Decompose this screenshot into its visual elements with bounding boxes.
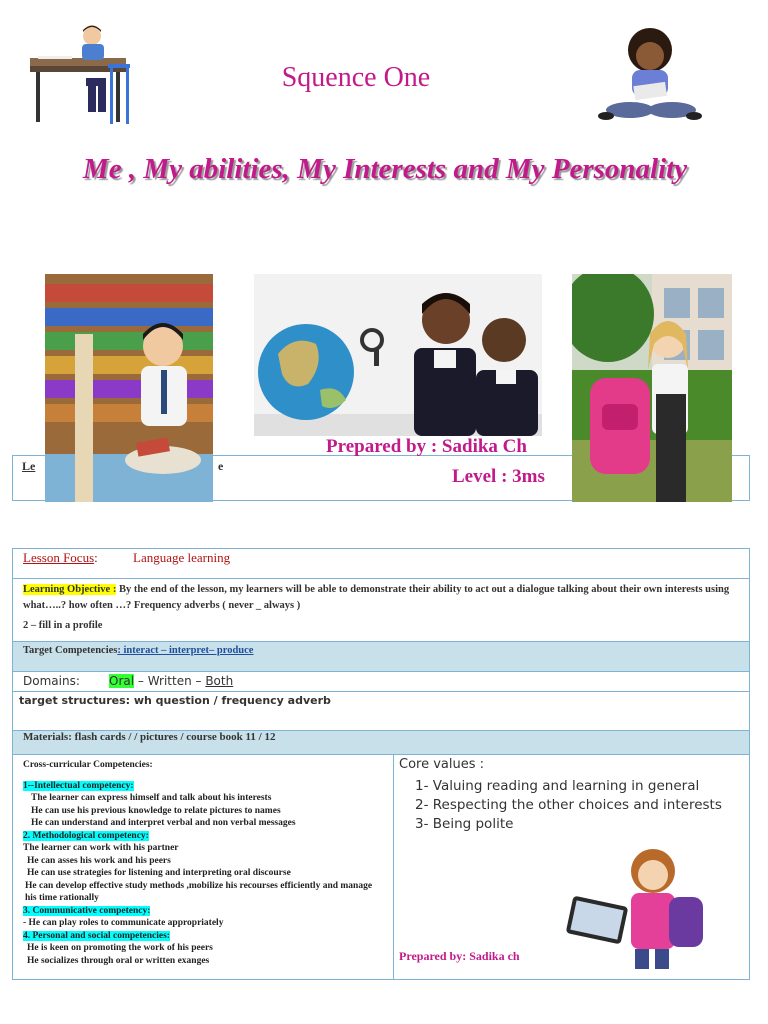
partial-text-left: Le: [22, 459, 36, 473]
competency-4-heading: 4. Personal and social competencies:: [23, 930, 170, 941]
target-structures: target structures: wh question / frequency adverb: [19, 694, 331, 707]
target-competencies-label: Target Competencies: [23, 645, 118, 656]
level-label: Level : 3ms: [452, 466, 545, 487]
competency-3-heading: 3. Communicative competency:: [23, 905, 151, 916]
core-value-3: 3- Being polite: [415, 816, 514, 832]
domains-written: – Written –: [134, 674, 206, 688]
prepared-by-bottom: Prepared by: Sadika ch: [399, 949, 520, 963]
core-values-title: Core values :: [399, 757, 485, 772]
competency-1-line-2: He can use his previous knowledge to relate pictures to names: [31, 805, 281, 816]
competency-4: [23, 930, 383, 968]
competency-2: [23, 830, 383, 905]
core-value-1: 1- Valuing reading and learning in general: [415, 778, 700, 794]
learning-objective-row: [13, 579, 749, 642]
domains-row: [13, 672, 749, 692]
materials: Materials: flash cards / / pictures / course book 11 / 12: [23, 731, 276, 743]
prepared-by-credit: Prepared by : Sadika Ch: [326, 436, 527, 457]
lesson-focus-value: Language learning: [133, 550, 231, 565]
competency-3-line-1: - He can play roles to communicate appropriately: [23, 918, 224, 928]
kids-globe-photo: [254, 274, 542, 436]
competency-2-line-2: He can asses his work and his peers: [27, 855, 171, 866]
cross-curricular-block: [23, 759, 383, 967]
core-values-list: [415, 777, 722, 834]
core-value-2: 2- Respecting the other choices and interests: [415, 797, 722, 813]
lesson-plan-table: [12, 548, 750, 980]
competency-1-line-1: The learner can express himself and talk about his interests: [31, 793, 272, 803]
objective-item-2: 2 – fill in a profile: [23, 620, 103, 631]
girl-backpack-photo: [572, 274, 732, 502]
competency-4-line-1: He is keen on promoting the work of his peers: [27, 943, 213, 953]
cross-curricular-title: Cross-curricular Competencies:: [23, 760, 153, 770]
lesson-focus-label: Lesson Focus: [23, 550, 95, 565]
competency-3: [23, 905, 383, 930]
lesson-focus-row: [13, 549, 749, 579]
domains-both: Both: [205, 674, 234, 688]
domains-label: Domains:: [23, 674, 80, 688]
lesson-focus-colon: :: [94, 550, 98, 565]
target-competencies-value: : interact – interpret– produce: [117, 645, 254, 656]
partial-text-right: e: [218, 459, 224, 473]
column-divider: [393, 755, 394, 980]
competency-1-line-3: He can understand and interpret verbal and non verbal messages: [31, 818, 296, 828]
materials-row: [13, 731, 749, 755]
competency-1: [23, 780, 383, 830]
girl-tablet-image: [561, 839, 719, 969]
competency-2-line-4: He can develop effective study methods ,mobilize his recourses efficiently and manage his time rationally: [25, 880, 373, 903]
competency-4-line-2: He socializes through oral or written exanges: [27, 955, 210, 966]
boy-library-photo: [45, 274, 213, 502]
competency-1-heading: 1--Intellectual competency:: [23, 780, 134, 791]
target-competencies-row: [13, 642, 749, 672]
page-title: Squence One: [281, 62, 431, 93]
competency-2-line-3: He can use strategies for listening and interpreting oral discourse: [27, 868, 291, 878]
competency-2-heading: 2. Methodological competency:: [23, 830, 149, 841]
objective-label: Learning Objective :: [23, 584, 117, 595]
competency-2-line-1: The learner can work with his partner: [23, 843, 179, 853]
sequence-subtitle: Me , My abilities, My Interests and My Personality: [82, 153, 688, 185]
objective-text: By the end of the lesson, my learners will be able to demonstrate their ability to act out a dialogue talking about their own interests using what…..? how often …? Frequency adverbs ( never _ always ): [23, 584, 730, 611]
domains-oral: Oral: [109, 674, 135, 688]
target-structures-row: [13, 692, 749, 731]
